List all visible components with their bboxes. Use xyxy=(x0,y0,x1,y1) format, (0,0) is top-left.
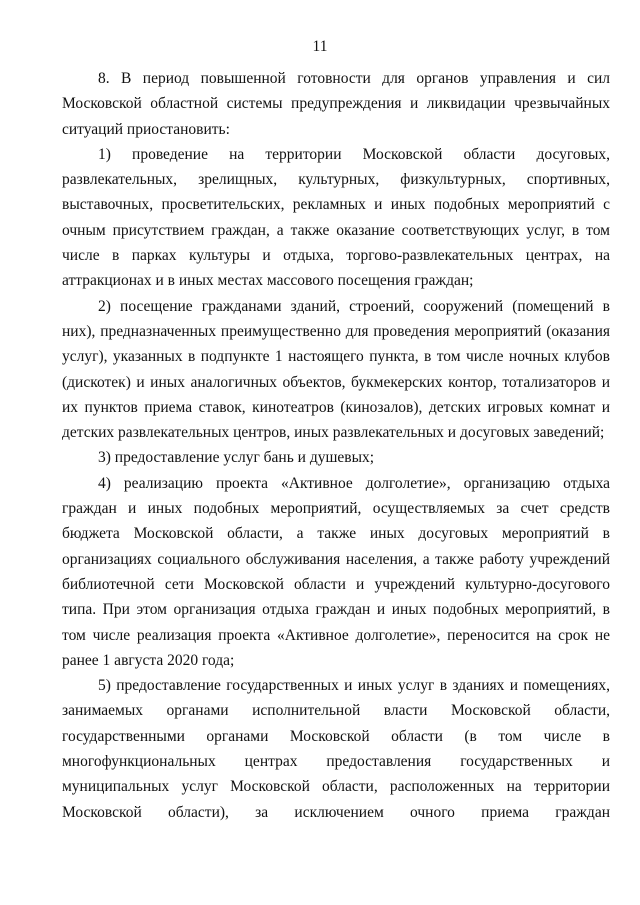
paragraph-subitem-4: 4) реализацию проекта «Активное долголетие», организацию отдыха граждан и иных подобных мероприятий, осуществляемых за счет средств бюджета Московской области, а также иных досуговых мероприятий в организациях социального обслуживания населения, а также работу учреждений библиотечной сети Московской области и учреждений культурно-досугового типа. При этом организация отдыха граждан и иных подобных мероприятий, в том числе реализация проекта «Активное долголетие», переносится на срок не ранее 1 августа 2020 года; xyxy=(62,474,610,669)
paragraph-subitem-2: 2) посещение гражданами зданий, строений, сооружений (помещений в них), предназначенных преимущественно для проведения мероприятий (оказания услуг), указанных в подпункте 1 настоящего пункта, в том числе ночных клубов (дискотек) и иных аналогичных объектов, букмекерских контор, тотализаторов и их пунктов приема ставок, кинотеатров (кинозалов), детских игровых комнат и детских развлекательных центров, иных развлекательных и досуговых заведений; xyxy=(62,297,610,442)
paragraph-item-8: 8. В период повышенной готовности для органов управления и сил Московской областной системы предупреждения и ликвидации чрезвычайных ситуаций приостановить: xyxy=(62,70,610,138)
paragraph-subitem-3: 3) предоставление услуг бань и душевых; xyxy=(98,449,375,467)
paragraph-subitem-1: 1) проведение на территории Московской области досуговых, развлекательных, зрелищных, культурных, физкультурных, спортивных, выставочных, просветительских, рекламных и иных подобных мероприятий с очным присутствием граждан, а также оказание соответствующих услуг, в том числе в парках культуры и отдыха, торгово-развлекательных центрах, на аттракционах и в иных местах массового посещения граждан; xyxy=(62,145,610,290)
page-number: 11 xyxy=(312,38,328,55)
paragraph-subitem-5: 5) предоставление государственных и иных услуг в зданиях и помещениях, занимаемых органами исполнительной власти Московской области, государственными органами Московской области (в том числе в многофункциональных центрах предоставления государственных и муниципальных услуг Московской области, расположенных на территории Московской области), за исключением очного приема граждан xyxy=(62,677,610,821)
document-body xyxy=(62,66,610,825)
